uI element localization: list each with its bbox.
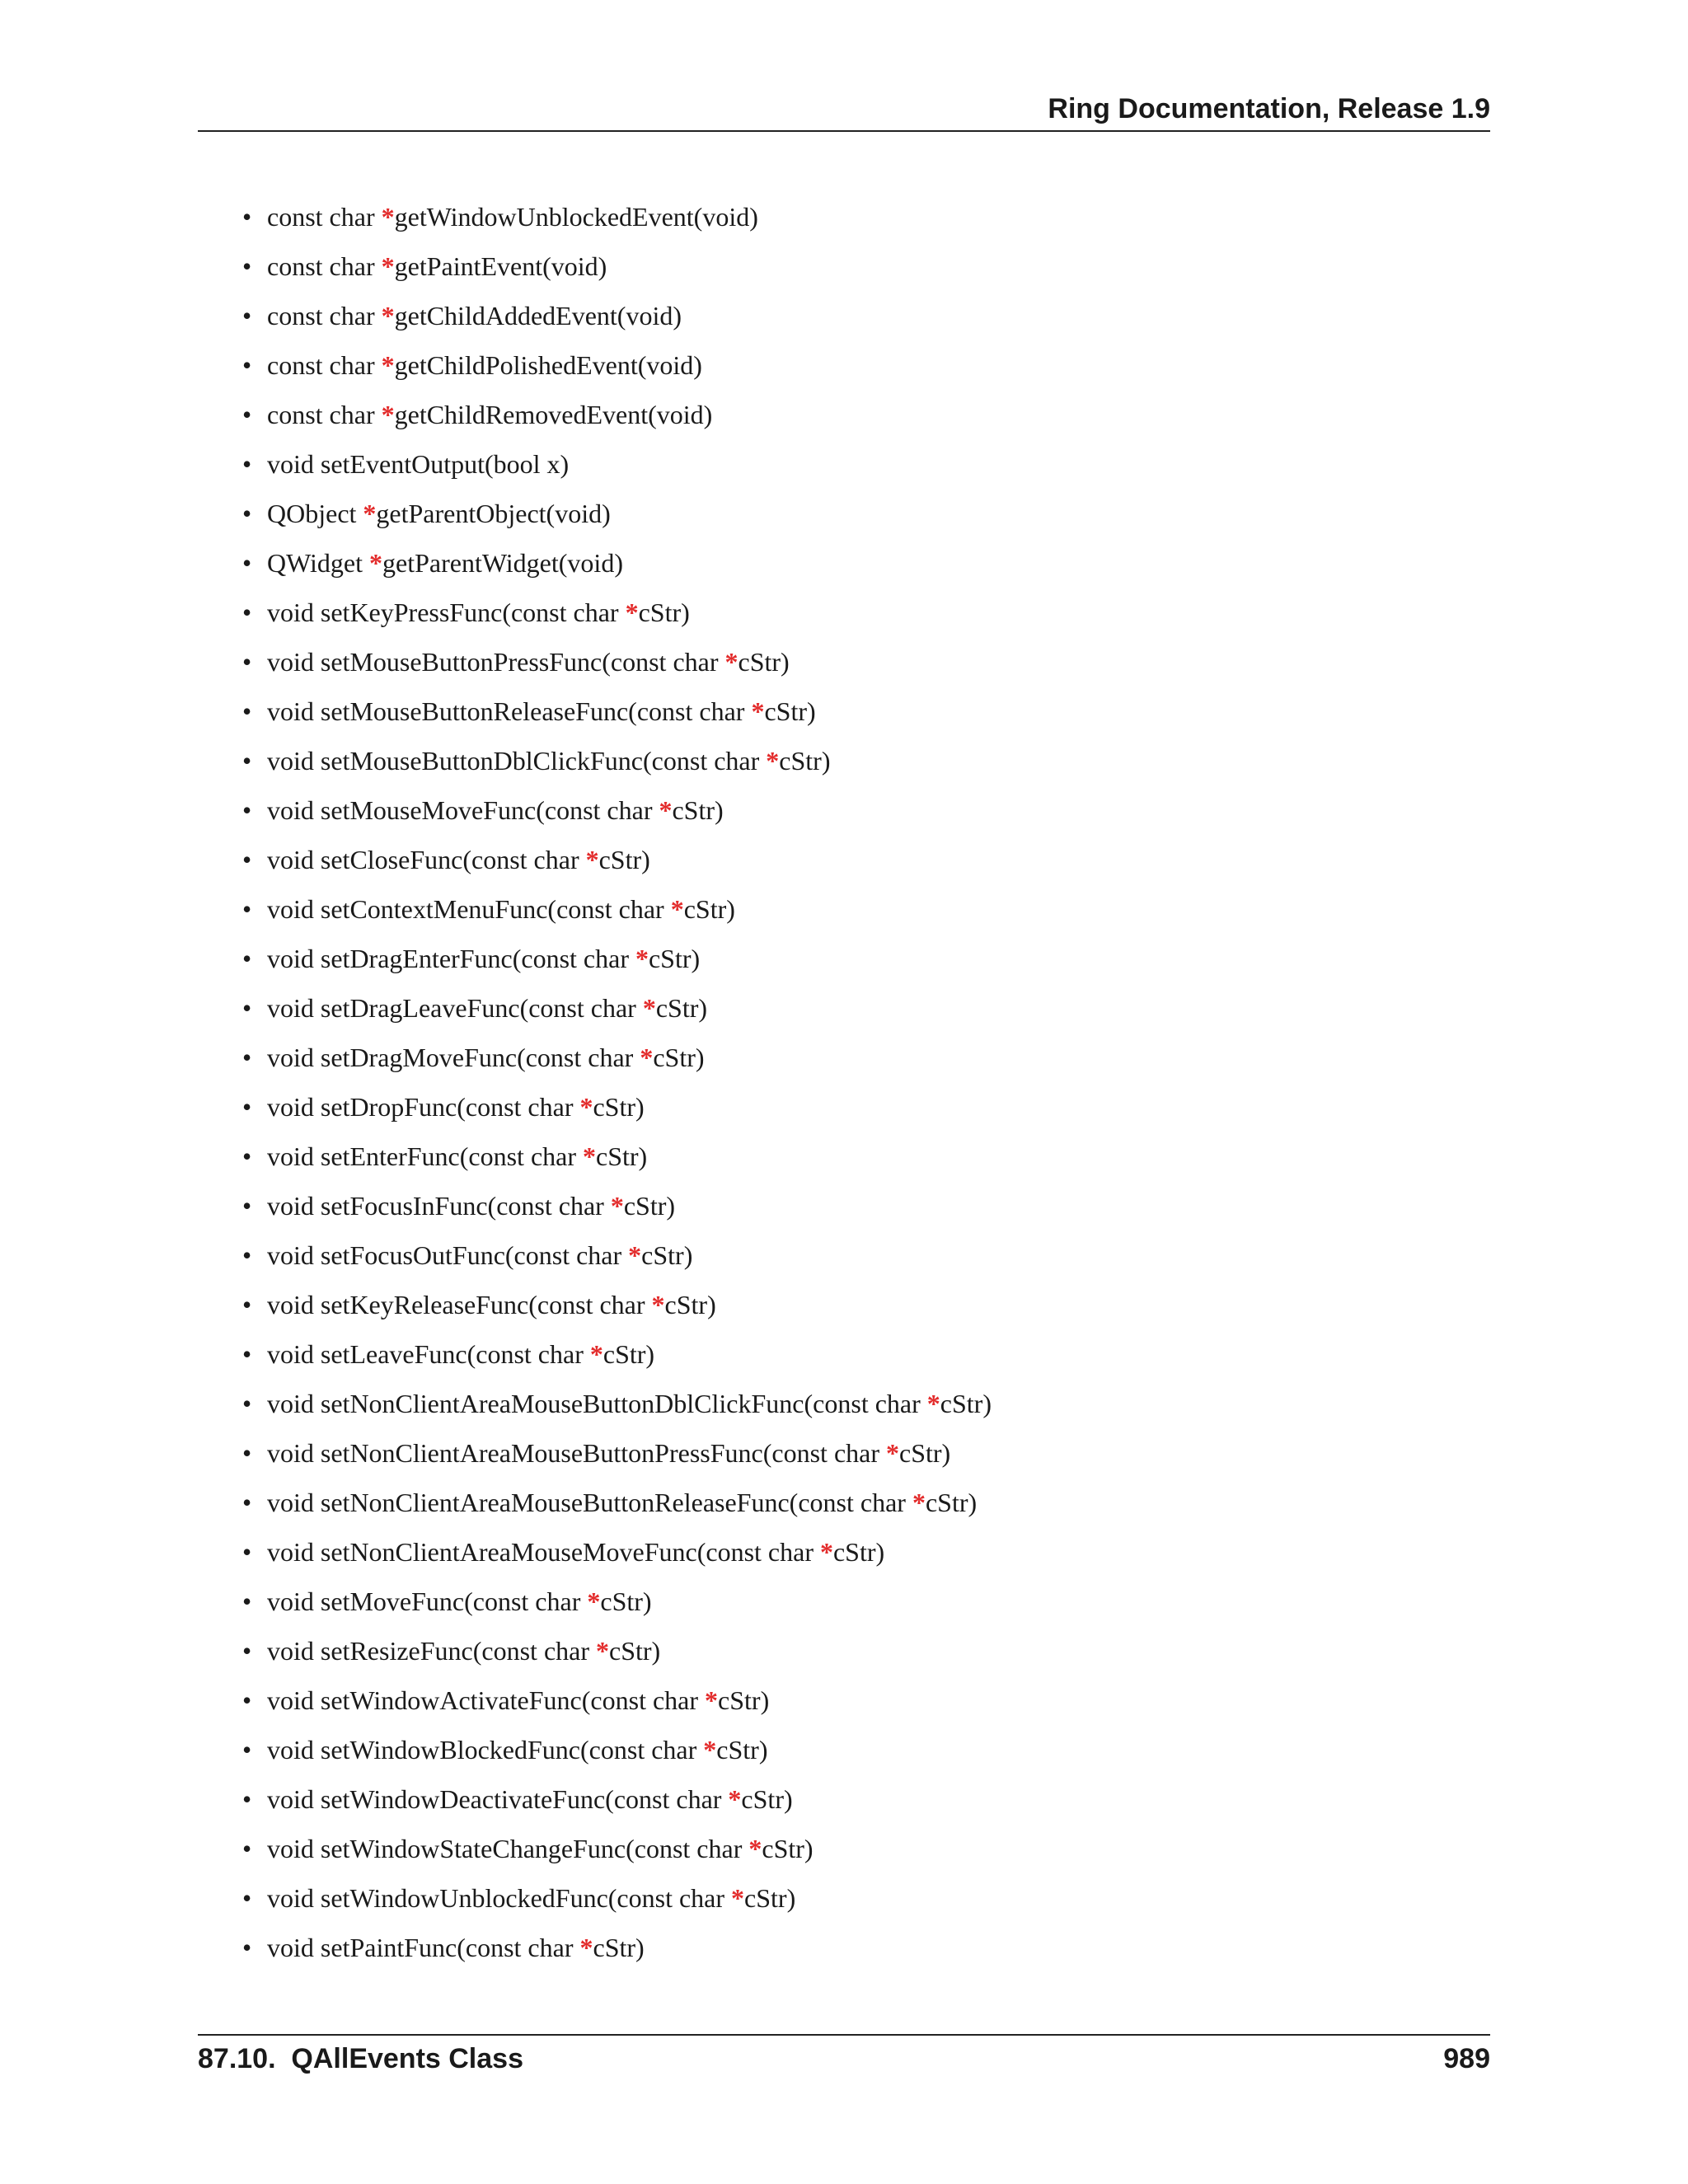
method-signature bbox=[267, 741, 830, 780]
signature-text: void setNonClientAreaMouseButtonPressFunc(const char bbox=[267, 1438, 886, 1468]
method-signature bbox=[267, 197, 758, 237]
pointer-star: * bbox=[670, 894, 684, 924]
method-signature bbox=[267, 1384, 992, 1423]
signature-text: void setNonClientAreaMouseMoveFunc(const char bbox=[267, 1537, 820, 1567]
pointer-star: * bbox=[635, 944, 649, 973]
bullet-icon: • bbox=[242, 1290, 252, 1319]
bullet-icon: • bbox=[242, 1636, 252, 1666]
method-signature bbox=[267, 1137, 647, 1176]
signature-text: cStr) bbox=[648, 944, 701, 973]
pointer-star: * bbox=[589, 1339, 603, 1369]
pointer-star: * bbox=[369, 548, 383, 578]
bullet-icon: • bbox=[242, 894, 252, 924]
pointer-star: * bbox=[628, 1240, 642, 1270]
pointer-star: * bbox=[363, 499, 377, 528]
method-signature bbox=[267, 939, 700, 978]
signature-text: const char bbox=[267, 251, 382, 281]
method-signature bbox=[267, 1483, 977, 1522]
pointer-star: * bbox=[642, 993, 656, 1023]
signature-text: cStr) bbox=[718, 1685, 770, 1715]
pointer-star: * bbox=[886, 1438, 899, 1468]
signature-text: void setDropFunc(const char bbox=[267, 1092, 580, 1122]
signature-text: cStr) bbox=[609, 1636, 661, 1666]
method-signature bbox=[267, 1680, 769, 1720]
signature-text: const char bbox=[267, 301, 382, 330]
signature-text: void setResizeFunc(const char bbox=[267, 1636, 596, 1666]
pointer-star: * bbox=[748, 1834, 762, 1863]
bullet-icon: • bbox=[242, 1883, 252, 1913]
signature-text: cStr) bbox=[593, 1092, 645, 1122]
pointer-star: * bbox=[703, 1735, 717, 1765]
pointer-star: * bbox=[583, 1141, 596, 1171]
signature-text: cStr) bbox=[653, 1043, 705, 1072]
signature-text: void setContextMenuFunc(const char bbox=[267, 894, 671, 924]
method-signature bbox=[267, 1235, 692, 1275]
bullet-icon: • bbox=[242, 1488, 252, 1517]
signature-text: getPaintEvent(void) bbox=[394, 251, 607, 281]
signature-text: cStr) bbox=[764, 696, 816, 726]
bullet-icon: • bbox=[242, 1537, 252, 1567]
signature-text: getChildRemovedEvent(void) bbox=[394, 400, 713, 429]
method-signature bbox=[267, 1829, 814, 1868]
signature-text: void setWindowStateChangeFunc(const char bbox=[267, 1834, 749, 1863]
method-signature bbox=[267, 1038, 705, 1077]
signature-text: cStr) bbox=[925, 1488, 978, 1517]
footer-rule bbox=[198, 2034, 1490, 2036]
bullet-icon: • bbox=[242, 1834, 252, 1863]
method-signature bbox=[267, 1087, 645, 1127]
bullet-icon: • bbox=[242, 647, 252, 677]
signature-text: void setDragEnterFunc(const char bbox=[267, 944, 635, 973]
signature-text: const char bbox=[267, 350, 382, 380]
signature-text: cStr) bbox=[779, 746, 831, 776]
method-signature bbox=[267, 1186, 675, 1226]
bullet-icon: • bbox=[242, 845, 252, 874]
signature-text: cStr) bbox=[598, 845, 650, 874]
bullet-icon: • bbox=[242, 449, 252, 479]
signature-text: cStr) bbox=[744, 1883, 796, 1913]
signature-text: cStr) bbox=[716, 1735, 768, 1765]
method-signature bbox=[267, 543, 623, 583]
bullet-icon: • bbox=[242, 1784, 252, 1814]
method-signature bbox=[267, 1779, 793, 1819]
method-signature bbox=[267, 345, 702, 385]
signature-text: void setFocusOutFunc(const char bbox=[267, 1240, 629, 1270]
method-signature bbox=[267, 246, 607, 286]
pointer-star: * bbox=[651, 1290, 665, 1319]
signature-text: void setWindowUnblockedFunc(const char bbox=[267, 1883, 732, 1913]
signature-text: void setFocusInFunc(const char bbox=[267, 1191, 611, 1221]
signature-text: void setDragMoveFunc(const char bbox=[267, 1043, 640, 1072]
signature-text: void setEnterFunc(const char bbox=[267, 1141, 583, 1171]
pointer-star: * bbox=[381, 301, 395, 330]
signature-text: void setMouseButtonReleaseFunc(const char bbox=[267, 696, 752, 726]
bullet-icon: • bbox=[242, 1092, 252, 1122]
method-signature bbox=[267, 642, 790, 682]
method-signature bbox=[267, 296, 682, 335]
bullet-icon: • bbox=[242, 1933, 252, 1962]
pointer-star: * bbox=[705, 1685, 719, 1715]
signature-text: void setCloseFunc(const char bbox=[267, 845, 586, 874]
pointer-star: * bbox=[381, 350, 395, 380]
pointer-star: * bbox=[625, 598, 639, 627]
signature-text: void setWindowBlockedFunc(const char bbox=[267, 1735, 704, 1765]
pointer-star: * bbox=[610, 1191, 624, 1221]
signature-text: void setPaintFunc(const char bbox=[267, 1933, 580, 1962]
pointer-star: * bbox=[596, 1636, 609, 1666]
signature-text: cStr) bbox=[600, 1586, 652, 1616]
signature-text: cStr) bbox=[593, 1933, 645, 1962]
pointer-star: * bbox=[381, 202, 395, 232]
pointer-star: * bbox=[640, 1043, 654, 1072]
bullet-icon: • bbox=[242, 350, 252, 380]
bullet-icon: • bbox=[242, 1191, 252, 1221]
bullet-icon: • bbox=[242, 202, 252, 232]
pointer-star: * bbox=[585, 845, 599, 874]
method-signature bbox=[267, 840, 650, 879]
pointer-star: * bbox=[587, 1586, 601, 1616]
bullet-icon: • bbox=[242, 400, 252, 429]
bullet-icon: • bbox=[242, 1685, 252, 1715]
pointer-star: * bbox=[381, 400, 395, 429]
pointer-star: * bbox=[728, 1784, 742, 1814]
signature-text: void setMouseButtonDblClickFunc(const char bbox=[267, 746, 767, 776]
pointer-star: * bbox=[579, 1933, 593, 1962]
method-signature bbox=[267, 790, 724, 830]
pointer-star: * bbox=[579, 1092, 593, 1122]
signature-text: cStr) bbox=[762, 1834, 814, 1863]
bullet-icon: • bbox=[242, 1389, 252, 1418]
pointer-star: * bbox=[731, 1883, 745, 1913]
method-signature bbox=[267, 593, 690, 632]
page-header-title: Ring Documentation, Release 1.9 bbox=[1048, 93, 1490, 124]
signature-text: void setLeaveFunc(const char bbox=[267, 1339, 590, 1369]
signature-text: void setNonClientAreaMouseButtonDblClickFunc(const char bbox=[267, 1389, 927, 1418]
bullet-icon: • bbox=[242, 251, 252, 281]
method-signature bbox=[267, 494, 611, 533]
signature-text: getParentWidget(void) bbox=[382, 548, 623, 578]
bullet-icon: • bbox=[242, 1043, 252, 1072]
signature-text: cStr) bbox=[899, 1438, 951, 1468]
bullet-icon: • bbox=[242, 1735, 252, 1765]
method-signature bbox=[267, 1582, 652, 1621]
signature-text: void setNonClientAreaMouseButtonReleaseFunc(const char bbox=[267, 1488, 912, 1517]
bullet-icon: • bbox=[242, 746, 252, 776]
bullet-icon: • bbox=[242, 944, 252, 973]
signature-text: cStr) bbox=[603, 1339, 655, 1369]
bullet-icon: • bbox=[242, 548, 252, 578]
signature-text: const char bbox=[267, 400, 382, 429]
method-signature bbox=[267, 988, 707, 1028]
method-signature bbox=[267, 691, 816, 731]
signature-text: cStr) bbox=[741, 1784, 793, 1814]
signature-text: cStr) bbox=[641, 1240, 693, 1270]
method-signature bbox=[267, 1631, 660, 1671]
footer-page-number: 989 bbox=[1443, 2043, 1490, 2074]
signature-text: getChildPolishedEvent(void) bbox=[394, 350, 702, 380]
pointer-star: * bbox=[926, 1389, 940, 1418]
signature-text: cStr) bbox=[683, 894, 735, 924]
signature-text: cStr) bbox=[638, 598, 690, 627]
bullet-icon: • bbox=[242, 993, 252, 1023]
bullet-icon: • bbox=[242, 499, 252, 528]
method-signature bbox=[267, 1285, 716, 1324]
signature-text: cStr) bbox=[672, 795, 724, 825]
method-signature bbox=[267, 1878, 795, 1918]
signature-text: cStr) bbox=[596, 1141, 648, 1171]
bullet-icon: • bbox=[242, 795, 252, 825]
signature-text: void setWindowActivateFunc(const char bbox=[267, 1685, 706, 1715]
signature-text: cStr) bbox=[664, 1290, 716, 1319]
signature-text: cStr) bbox=[623, 1191, 676, 1221]
bullet-icon: • bbox=[242, 1240, 252, 1270]
signature-text: QWidget bbox=[267, 548, 370, 578]
method-signature bbox=[267, 1532, 884, 1572]
signature-text: getParentObject(void) bbox=[376, 499, 611, 528]
method-signature bbox=[267, 395, 712, 434]
pointer-star: * bbox=[659, 795, 673, 825]
signature-text: void setKeyReleaseFunc(const char bbox=[267, 1290, 652, 1319]
signature-text: QObject bbox=[267, 499, 363, 528]
signature-text: void setDragLeaveFunc(const char bbox=[267, 993, 643, 1023]
signature-text: void setMouseButtonPressFunc(const char bbox=[267, 647, 725, 677]
pointer-star: * bbox=[751, 696, 765, 726]
bullet-icon: • bbox=[242, 696, 252, 726]
bullet-icon: • bbox=[242, 1339, 252, 1369]
pointer-star: * bbox=[819, 1537, 833, 1567]
signature-text: getWindowUnblockedEvent(void) bbox=[394, 202, 758, 232]
method-signature bbox=[267, 1433, 950, 1473]
bullet-icon: • bbox=[242, 301, 252, 330]
bullet-icon: • bbox=[242, 1141, 252, 1171]
pointer-star: * bbox=[381, 251, 395, 281]
signature-text: const char bbox=[267, 202, 382, 232]
signature-text: void setKeyPressFunc(const char bbox=[267, 598, 626, 627]
signature-text: cStr) bbox=[738, 647, 790, 677]
signature-text: void setEventOutput(bool x) bbox=[267, 449, 570, 479]
method-signature bbox=[267, 889, 735, 929]
signature-text: void setWindowDeactivateFunc(const char bbox=[267, 1784, 729, 1814]
method-signature bbox=[267, 1928, 645, 1967]
method-signature bbox=[267, 444, 569, 484]
signature-text: cStr) bbox=[655, 993, 708, 1023]
header-rule bbox=[198, 130, 1490, 132]
pointer-star: * bbox=[766, 746, 780, 776]
method-signature bbox=[267, 1334, 654, 1374]
bullet-icon: • bbox=[242, 1586, 252, 1616]
bullet-icon: • bbox=[242, 1438, 252, 1468]
signature-text: cStr) bbox=[832, 1537, 885, 1567]
pointer-star: * bbox=[912, 1488, 926, 1517]
signature-text: void setMouseMoveFunc(const char bbox=[267, 795, 659, 825]
method-signature bbox=[267, 1730, 767, 1769]
signature-text: getChildAddedEvent(void) bbox=[394, 301, 682, 330]
signature-text: void setMoveFunc(const char bbox=[267, 1586, 588, 1616]
bullet-icon: • bbox=[242, 598, 252, 627]
signature-text: cStr) bbox=[940, 1389, 992, 1418]
pointer-star: * bbox=[724, 647, 738, 677]
footer-section-title: 87.10. QAllEvents Class bbox=[198, 2043, 523, 2074]
